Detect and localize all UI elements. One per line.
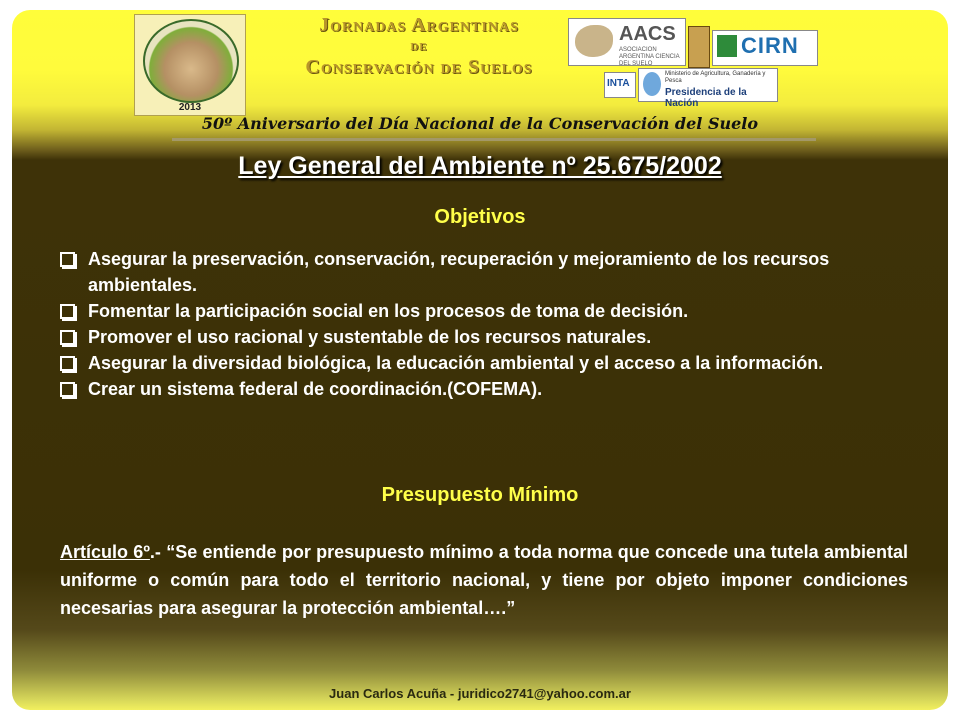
slide [12,10,948,710]
footer-email-link[interactable]: juridico2741@yahoo.com.ar [457,686,631,701]
anniversary-banner: 50º Aniversario del Día Nacional de la Conservación del Suelo [201,114,759,133]
event-title [274,14,564,78]
jornadas-logo [134,14,246,116]
footer-author: Juan Carlos Acuña - [329,686,458,701]
objetivos-list [60,246,920,402]
aacs-logo-text: AACS [619,23,676,45]
objetivos-heading: Objetivos [434,206,526,228]
checkbox-bullet-icon [60,304,75,319]
shield-icon [688,26,710,68]
footer [12,686,948,701]
inta-logo-text: INTA [607,78,630,89]
list-item-text: Asegurar la diversidad biológica, la educación ambiental y el acceso a la información. [88,353,824,373]
header-divider [172,138,816,141]
checkbox-bullet-icon [60,252,75,267]
inta-logo [604,72,636,98]
aacs-logo-subtext: ASOCIACION ARGENTINA CIENCIA DEL SUELO [619,47,680,67]
list-item [60,324,920,350]
aacs-map-icon [575,25,613,57]
articulo-text: .- “Se entiende por presupuesto mínimo a toda norma que concede una tutela ambiental uniforme o común para todo el territorio nacional, y tiene por objeto imponer condiciones necesarias para asegurar la protección ambiental….” [60,542,908,618]
checkbox-bullet-icon [60,356,75,371]
list-item-text: Asegurar la preservación, conservación, recuperación y mejoramiento de los recursos ambientales. [88,249,830,295]
list-item-text: Fomentar la participación social en los procesos de toma de decisión. [88,301,689,321]
page-title: Ley General del Ambiente nº 25.675/2002 [238,152,722,180]
list-item-text: Crear un sistema federal de coordinación.(COFEMA). [88,379,543,399]
national-emblem-icon [643,72,661,96]
cirn-logo [712,30,818,66]
ministerio-logo [638,68,778,109]
presupuesto-heading: Presupuesto Mínimo [381,484,579,506]
list-item-text: Promover el uso racional y sustentable de los recursos naturales. [88,327,652,347]
logo-year: 2013 [178,102,202,113]
presidencia-text: Presidencia de la Nación [665,87,747,109]
cirn-logo-text: CIRN [741,33,799,58]
checkbox-bullet-icon [60,330,75,345]
event-title-line3: Conservación de Suelos [305,56,533,78]
checkbox-bullet-icon [60,382,75,397]
list-item [60,246,920,298]
cirn-mark-icon [717,35,737,57]
list-item [60,298,920,324]
articulo-paragraph [60,538,908,622]
aacs-logo [568,18,686,66]
list-item [60,376,920,402]
ministerio-text: Ministerio de Agricultura, Ganadería y Pesca [665,71,766,84]
hands-plant-icon [143,19,239,103]
articulo-label: Artículo 6º [60,542,150,562]
list-item [60,350,920,376]
event-title-line2: de [410,38,428,54]
event-title-line1: Jornadas Argentinas [319,14,519,36]
